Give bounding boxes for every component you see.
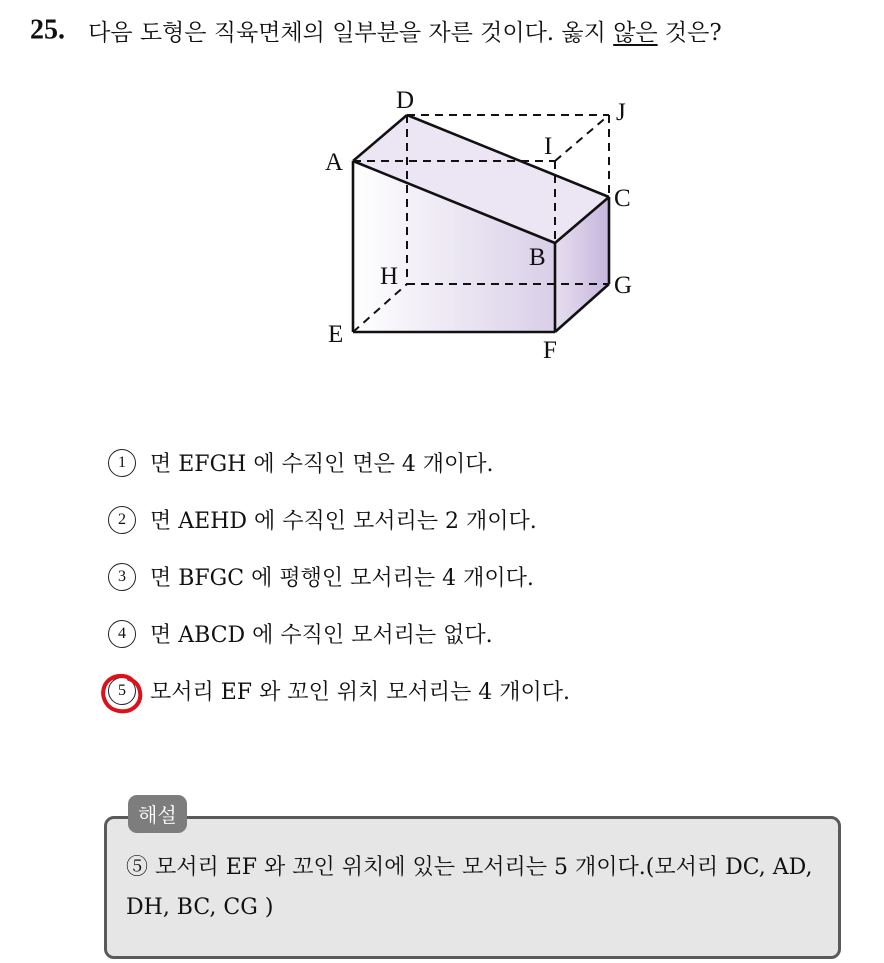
prism-figure (300, 78, 660, 378)
vertex-label-f: F (543, 337, 557, 364)
vertex-label-g: G (614, 272, 633, 299)
vertex-label-i: I (544, 133, 553, 160)
choice-number-3: 3 (108, 563, 136, 591)
vertex-label-e: E (328, 321, 344, 348)
choice-number-2: 2 (108, 506, 136, 534)
choice-2[interactable] (108, 504, 537, 540)
vertex-label-b: B (529, 244, 546, 271)
vertex-label-j: J (616, 99, 626, 126)
vertex-label-c: C (614, 185, 631, 212)
vertex-label-a: A (325, 149, 344, 176)
choice-3[interactable] (108, 561, 534, 597)
vertex-label-h: H (380, 263, 399, 290)
choice-text-2: 면 AEHD 에 수직인 모서리는 2 개이다. (150, 509, 537, 534)
choice-text-4: 면 ABCD 에 수직인 모서리는 없다. (150, 623, 493, 648)
question-text (88, 20, 722, 46)
question-text-before: 다음 도형은 직육면체의 일부분을 자른 것이다. 옳지 (88, 20, 614, 46)
choice-text-3: 면 BFGC 에 평행인 모서리는 4 개이다. (150, 566, 534, 591)
question-text-underlined: 않은 (613, 20, 658, 46)
choice-number-4: 4 (108, 620, 136, 648)
choice-4[interactable] (108, 618, 493, 654)
choice-text-1: 면 EFGH 에 수직인 면은 4 개이다. (150, 452, 494, 477)
prism-diagram (300, 78, 660, 378)
question-number: 25. (30, 14, 65, 46)
vertex-label-d: D (396, 87, 415, 114)
choice-5[interactable] (108, 675, 570, 711)
question-text-after: 것은? (657, 20, 722, 46)
question-header (30, 14, 722, 47)
explanation-text: ⑤ 모서리 EF 와 꼬인 위치에 있는 모서리는 5 개이다.(모서리 DC, AD, DH, BC, CG ) (126, 855, 813, 920)
explanation-tag: 해설 (128, 795, 187, 833)
choice-number-1: 1 (108, 449, 136, 477)
choice-number-5: 5 (108, 677, 136, 705)
choice-text-5: 모서리 EF 와 꼬인 위치 모서리는 4 개이다. (150, 680, 571, 705)
choice-1[interactable] (108, 447, 494, 483)
